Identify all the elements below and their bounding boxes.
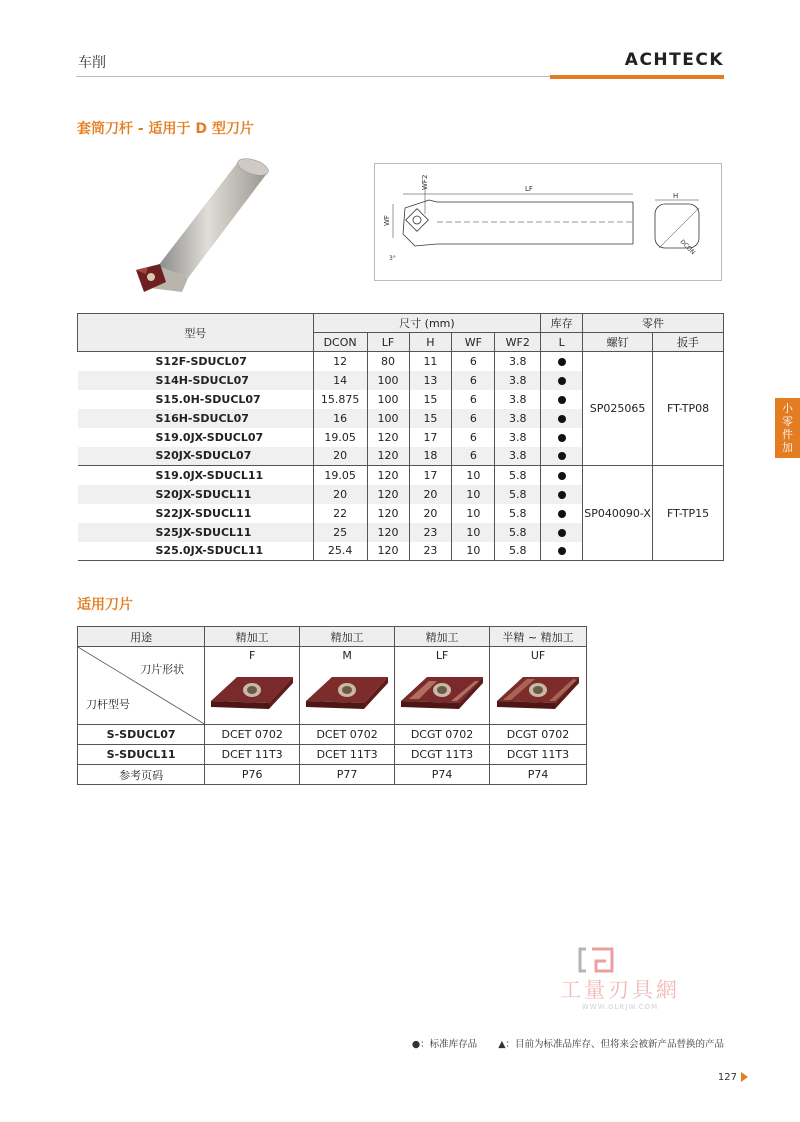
cell-wf: 6: [452, 390, 495, 409]
cell-h: 15: [409, 409, 452, 428]
cell-dcon: 15.875: [313, 390, 367, 409]
col-wf2: WF2: [495, 333, 541, 352]
holder-spec-table: [77, 313, 724, 561]
insert-table: [77, 626, 587, 785]
cell-h: 23: [409, 523, 452, 542]
col-screw: 螺钉: [583, 333, 653, 352]
cell-h: 17: [409, 466, 452, 485]
col-model: 型号: [78, 314, 314, 352]
insert-cell-f: [205, 647, 300, 725]
side-tab-small-parts[interactable]: [775, 398, 800, 458]
cell-wf: 6: [452, 371, 495, 390]
col-size: 尺寸 (mm): [313, 314, 541, 333]
cell-lf: 120: [367, 447, 409, 466]
stock-dot-icon: [541, 504, 583, 523]
insert-cell-uf: [490, 647, 587, 725]
cell-lf: 100: [367, 409, 409, 428]
section-title-holders: 套筒刀杆 - 适用于 D 型刀片: [77, 121, 254, 137]
cell-dcon: 20: [313, 485, 367, 504]
usage-label: 用途: [78, 627, 205, 647]
dim-lf: LF: [525, 185, 533, 193]
side-tab-char: 零: [782, 415, 793, 428]
cell-lf: 100: [367, 390, 409, 409]
technical-drawing: [374, 163, 722, 281]
section-title-inserts: 适用刀片: [77, 597, 133, 613]
ref-page: P77: [300, 765, 395, 785]
header-rule: [76, 76, 551, 77]
cell-dcon: 19.05: [313, 466, 367, 485]
usage-cell: 精加工: [300, 627, 395, 647]
table-row: [78, 745, 587, 765]
table-row: [78, 725, 587, 745]
side-tab-char: 小: [782, 402, 793, 415]
side-tab-char: 加: [782, 441, 793, 454]
col-h: H: [409, 333, 452, 352]
ref-page: P74: [395, 765, 490, 785]
cell-lf: 80: [367, 352, 409, 371]
cell-model: S14H-SDUCL07: [78, 371, 314, 390]
cell-wf2: 3.8: [495, 447, 541, 466]
usage-cell: 精加工: [395, 627, 490, 647]
cell-wf2: 5.8: [495, 485, 541, 504]
holder-model: S-SDUCL11: [78, 745, 205, 765]
col-stock: 库存: [541, 314, 583, 333]
legend-stock: ●：标准库存品: [411, 1039, 478, 1050]
ref-page: P76: [205, 765, 300, 785]
stock-dot-icon: [541, 523, 583, 542]
cell-dcon: 20: [313, 447, 367, 466]
cell-wf: 6: [452, 409, 495, 428]
page-number: [718, 1072, 748, 1083]
insert-code: DCGT 0702: [490, 725, 587, 745]
stock-dot-icon: [541, 466, 583, 485]
cell-model: S16H-SDUCL07: [78, 409, 314, 428]
holder-model-label: 刀杆型号: [86, 698, 130, 711]
cell-wf2: 3.8: [495, 409, 541, 428]
cell-h: 20: [409, 504, 452, 523]
cell-dcon: 25: [313, 523, 367, 542]
shape-code: UF: [530, 649, 546, 662]
cell-model: S15.0H-SDUCL07: [78, 390, 314, 409]
stock-dot-icon: [541, 409, 583, 428]
table-row: [78, 765, 587, 785]
cell-wf: 10: [452, 466, 495, 485]
cell-h: 17: [409, 428, 452, 447]
cell-wf2: 3.8: [495, 371, 541, 390]
cell-screw: SP025065: [583, 352, 653, 466]
cell-lf: 100: [367, 371, 409, 390]
cell-h: 23: [409, 542, 452, 561]
ref-page: P74: [490, 765, 587, 785]
shape-code: LF: [435, 649, 449, 662]
shape-label: 刀片形状: [140, 663, 185, 676]
cell-model: S22JX-SDUCL11: [78, 504, 314, 523]
cell-h: 18: [409, 447, 452, 466]
insert-code: DCGT 11T3: [395, 745, 490, 765]
shape-code: M: [342, 649, 352, 662]
page-arrow-icon: [741, 1072, 748, 1082]
svg-text:3°: 3°: [389, 255, 396, 262]
cell-wf: 6: [452, 447, 495, 466]
shape-code: F: [249, 649, 256, 662]
cell-wf2: 5.8: [495, 504, 541, 523]
usage-cell: 精加工: [205, 627, 300, 647]
insert-cell-lf: [395, 647, 490, 725]
diagonal-header-cell: [78, 647, 205, 725]
usage-cell: 半精 ~ 精加工: [490, 627, 587, 647]
cell-lf: 120: [367, 504, 409, 523]
cell-lf: 120: [367, 542, 409, 561]
cell-model: S25JX-SDUCL11: [78, 523, 314, 542]
stock-dot-icon: [541, 371, 583, 390]
table-row: [78, 352, 724, 371]
cell-model: S25.0JX-SDUCL11: [78, 542, 314, 561]
cell-model: S20JX-SDUCL11: [78, 485, 314, 504]
cell-dcon: 25.4: [313, 542, 367, 561]
col-dcon: DCON: [313, 333, 367, 352]
cell-lf: 120: [367, 466, 409, 485]
col-parts: 零件: [583, 314, 724, 333]
cell-model: S19.0JX-SDUCL11: [78, 466, 314, 485]
cell-wf: 6: [452, 428, 495, 447]
cell-wf: 10: [452, 542, 495, 561]
insert-code: DCET 0702: [205, 725, 300, 745]
svg-text:WF2: WF2: [421, 174, 429, 190]
insert-code: DCGT 0702: [395, 725, 490, 745]
insert-code: DCET 11T3: [205, 745, 300, 765]
cell-lf: 120: [367, 523, 409, 542]
cell-h: 11: [409, 352, 452, 371]
cell-wf2: 3.8: [495, 390, 541, 409]
cell-wrench: FT-TP15: [653, 466, 724, 561]
stock-dot-icon: [541, 542, 583, 561]
cell-wf2: 5.8: [495, 466, 541, 485]
insert-image-m: [302, 663, 392, 719]
insert-image-lf: [397, 663, 487, 719]
legend: [394, 1036, 724, 1050]
insert-code: DCET 11T3: [300, 745, 395, 765]
cell-dcon: 12: [313, 352, 367, 371]
ref-page-label: 参考页码: [78, 765, 205, 785]
side-tab-char: 件: [782, 428, 793, 441]
cell-wf: 6: [452, 352, 495, 371]
cell-dcon: 14: [313, 371, 367, 390]
table-row: [78, 466, 724, 485]
cell-wf: 10: [452, 504, 495, 523]
holder-model: S-SDUCL07: [78, 725, 205, 745]
stock-dot-icon: [541, 390, 583, 409]
stock-dot-icon: [541, 485, 583, 504]
legend-triangle: ▲：目前为标准品库存、但将来会被新产品替换的产品: [498, 1039, 724, 1050]
stock-dot-icon: [541, 352, 583, 371]
cell-wf2: 5.8: [495, 523, 541, 542]
boring-bar-photo: [130, 150, 290, 310]
cell-h: 13: [409, 371, 452, 390]
insert-cell-m: [300, 647, 395, 725]
col-wf: WF: [452, 333, 495, 352]
watermark-logo: [540, 945, 700, 1015]
insert-image-uf: [493, 663, 583, 719]
brand-logo: ACHTECK: [624, 50, 724, 70]
cell-wrench: FT-TP08: [653, 352, 724, 466]
cell-screw: SP040090-X: [583, 466, 653, 561]
cell-dcon: 22: [313, 504, 367, 523]
svg-text:H: H: [673, 192, 679, 200]
svg-text:DCON: DCON: [678, 238, 697, 257]
col-wrench: 扳手: [653, 333, 724, 352]
cell-model: S19.0JX-SDUCL07: [78, 428, 314, 447]
cell-wf2: 5.8: [495, 542, 541, 561]
col-l: L: [541, 333, 583, 352]
cell-wf: 10: [452, 485, 495, 504]
cell-lf: 120: [367, 485, 409, 504]
cell-model: S12F-SDUCL07: [78, 352, 314, 371]
insert-code: DCGT 11T3: [490, 745, 587, 765]
col-lf: LF: [367, 333, 409, 352]
svg-text:WF: WF: [383, 215, 391, 226]
header-accent-rule: [550, 75, 724, 79]
cell-wf2: 3.8: [495, 352, 541, 371]
cell-dcon: 16: [313, 409, 367, 428]
insert-image-f: [207, 663, 297, 719]
cell-model: S20JX-SDUCL07: [78, 447, 314, 466]
stock-dot-icon: [541, 428, 583, 447]
section-label: 车削: [78, 55, 106, 71]
cell-dcon: 19.05: [313, 428, 367, 447]
watermark-url: WWW.GLRJW.COM: [581, 1003, 659, 1011]
cell-h: 20: [409, 485, 452, 504]
cell-lf: 120: [367, 428, 409, 447]
stock-dot-icon: [541, 447, 583, 466]
cell-wf2: 3.8: [495, 428, 541, 447]
watermark-text: 工量刃具網: [560, 978, 680, 1002]
cell-h: 15: [409, 390, 452, 409]
cell-wf: 10: [452, 523, 495, 542]
page-number-text: 127: [717, 1072, 737, 1083]
insert-code: DCET 0702: [300, 725, 395, 745]
